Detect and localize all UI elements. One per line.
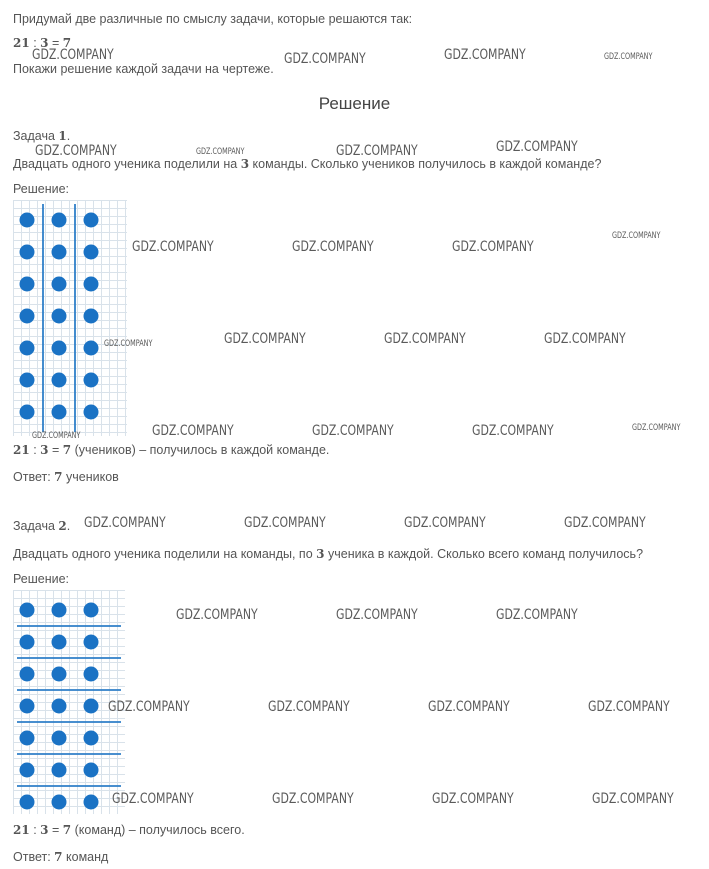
student-dot <box>84 731 99 746</box>
task-label-word: Задача <box>13 519 55 533</box>
watermark: GDZ.COMPANY <box>132 239 214 255</box>
student-dot <box>84 667 99 682</box>
task2-answer <box>13 850 108 864</box>
student-dot <box>84 795 99 810</box>
student-dot <box>52 245 67 260</box>
watermark: GDZ.COMPANY <box>564 515 646 531</box>
answer-label: Ответ: <box>13 470 51 484</box>
student-dot <box>20 603 35 618</box>
task-text-num: 3 <box>316 547 325 561</box>
student-dot <box>52 405 67 420</box>
watermark: GDZ.COMPANY <box>268 699 350 715</box>
student-dot <box>52 341 67 356</box>
task-label-end: . <box>66 519 71 533</box>
task-label-num: 2 <box>58 519 67 533</box>
watermark: GDZ.COMPANY <box>496 607 578 623</box>
student-dot <box>52 635 67 650</box>
eq-num: 3 <box>40 36 49 50</box>
task1-drawing <box>13 200 127 436</box>
answer-unit: учеников <box>66 470 119 484</box>
task-text-part: команды. Сколько учеников получилось в каждой команде? <box>252 157 602 171</box>
student-dot <box>20 667 35 682</box>
task1-figure <box>13 200 127 436</box>
task2-label <box>13 519 70 533</box>
task1-answer <box>13 470 119 484</box>
eq-op: : <box>33 443 37 457</box>
watermark: GDZ.COMPANY <box>35 143 117 159</box>
student-dot <box>84 635 99 650</box>
student-dot <box>52 277 67 292</box>
student-dot <box>20 213 35 228</box>
eq-text: (команд) – получилось всего. <box>74 823 245 837</box>
student-dot <box>20 731 35 746</box>
watermark: GDZ.COMPANY <box>444 47 526 63</box>
eq-num: 21 <box>13 443 30 457</box>
student-dot <box>20 763 35 778</box>
student-dot <box>20 373 35 388</box>
watermark: GDZ.COMPANY <box>604 52 653 62</box>
watermark: GDZ.COMPANY <box>32 47 114 63</box>
task2-solution-label: Решение: <box>13 572 70 586</box>
student-dot <box>84 603 99 618</box>
student-dot <box>84 341 99 356</box>
task-label-word: Задача <box>13 129 55 143</box>
watermark: GDZ.COMPANY <box>108 699 190 715</box>
student-dot <box>52 309 67 324</box>
student-dot <box>52 795 67 810</box>
student-dot <box>84 277 99 292</box>
student-dot <box>52 373 67 388</box>
eq-sign: = <box>52 823 60 837</box>
watermark: GDZ.COMPANY <box>452 239 534 255</box>
task-label-end: . <box>66 129 71 143</box>
watermark: GDZ.COMPANY <box>32 431 81 441</box>
watermark: GDZ.COMPANY <box>384 331 466 347</box>
watermark: GDZ.COMPANY <box>312 423 394 439</box>
student-dot <box>20 245 35 260</box>
task2-text <box>13 547 643 561</box>
watermark: GDZ.COMPANY <box>284 51 366 67</box>
answer-num: 7 <box>54 850 63 864</box>
watermark: GDZ.COMPANY <box>84 515 166 531</box>
student-dot <box>20 405 35 420</box>
eq-num: 7 <box>62 443 72 457</box>
eq-num: 3 <box>40 823 49 837</box>
watermark: GDZ.COMPANY <box>272 791 354 807</box>
student-dot <box>84 405 99 420</box>
student-dot <box>84 763 99 778</box>
eq-num: 7 <box>62 823 72 837</box>
student-dot <box>52 667 67 682</box>
eq-num: 21 <box>13 36 30 50</box>
watermark: GDZ.COMPANY <box>544 331 626 347</box>
watermark: GDZ.COMPANY <box>336 607 418 623</box>
student-dot <box>52 213 67 228</box>
watermark: GDZ.COMPANY <box>632 423 681 433</box>
student-dot <box>84 213 99 228</box>
watermark: GDZ.COMPANY <box>404 515 486 531</box>
watermark: GDZ.COMPANY <box>336 143 418 159</box>
student-dot <box>84 309 99 324</box>
task1-equation <box>13 443 329 457</box>
student-dot <box>20 341 35 356</box>
student-dot <box>20 699 35 714</box>
student-dot <box>20 635 35 650</box>
task1-label <box>13 129 70 143</box>
watermark: GDZ.COMPANY <box>472 423 554 439</box>
eq-num: 7 <box>62 36 72 50</box>
eq-num: 3 <box>40 443 49 457</box>
watermark: GDZ.COMPANY <box>496 139 578 155</box>
watermark: GDZ.COMPANY <box>112 791 194 807</box>
student-dot <box>52 603 67 618</box>
watermark: GDZ.COMPANY <box>592 791 674 807</box>
watermark: GDZ.COMPANY <box>152 423 234 439</box>
watermark: GDZ.COMPANY <box>196 147 245 157</box>
student-dot <box>20 795 35 810</box>
student-dot <box>84 699 99 714</box>
student-dot <box>52 731 67 746</box>
eq-num: 21 <box>13 823 30 837</box>
watermark: GDZ.COMPANY <box>176 607 258 623</box>
watermark: GDZ.COMPANY <box>224 331 306 347</box>
student-dot <box>20 277 35 292</box>
student-dot <box>52 699 67 714</box>
student-dot <box>84 245 99 260</box>
watermark: GDZ.COMPANY <box>588 699 670 715</box>
watermark: GDZ.COMPANY <box>292 239 374 255</box>
watermark: GDZ.COMPANY <box>432 791 514 807</box>
task2-equation <box>13 823 245 837</box>
eq-text: (учеников) – получилось в каждой команде. <box>74 443 330 457</box>
answer-label: Ответ: <box>13 850 51 864</box>
task1-text <box>13 157 601 171</box>
task-text-part: Двадцать одного ученика поделили на <box>13 157 238 171</box>
task-text-part: Двадцать одного ученика поделили на команды, по <box>13 547 313 561</box>
watermark: GDZ.COMPANY <box>104 339 153 349</box>
answer-unit: команд <box>66 850 109 864</box>
task-prompt: Придумай две различные по смыслу задачи, которые решаются так: <box>13 12 413 26</box>
task-label-num: 1 <box>58 129 67 143</box>
solution-heading: Решение <box>318 94 391 113</box>
watermark: GDZ.COMPANY <box>428 699 510 715</box>
eq-op: : <box>33 36 37 50</box>
student-dot <box>52 763 67 778</box>
task-text-num: 3 <box>240 157 250 171</box>
eq-sign: = <box>52 36 60 50</box>
instruction-text: Покажи решение каждой задачи на чертеже. <box>13 62 274 76</box>
eq-sign: = <box>52 443 60 457</box>
task-text-part: ученика в каждой. Сколько всего команд получилось? <box>327 547 644 561</box>
answer-num: 7 <box>54 470 63 484</box>
eq-op: : <box>33 823 37 837</box>
watermark: GDZ.COMPANY <box>244 515 326 531</box>
student-dot <box>20 309 35 324</box>
task1-solution-label: Решение: <box>13 182 70 196</box>
student-dot <box>84 373 99 388</box>
watermark: GDZ.COMPANY <box>612 231 661 241</box>
